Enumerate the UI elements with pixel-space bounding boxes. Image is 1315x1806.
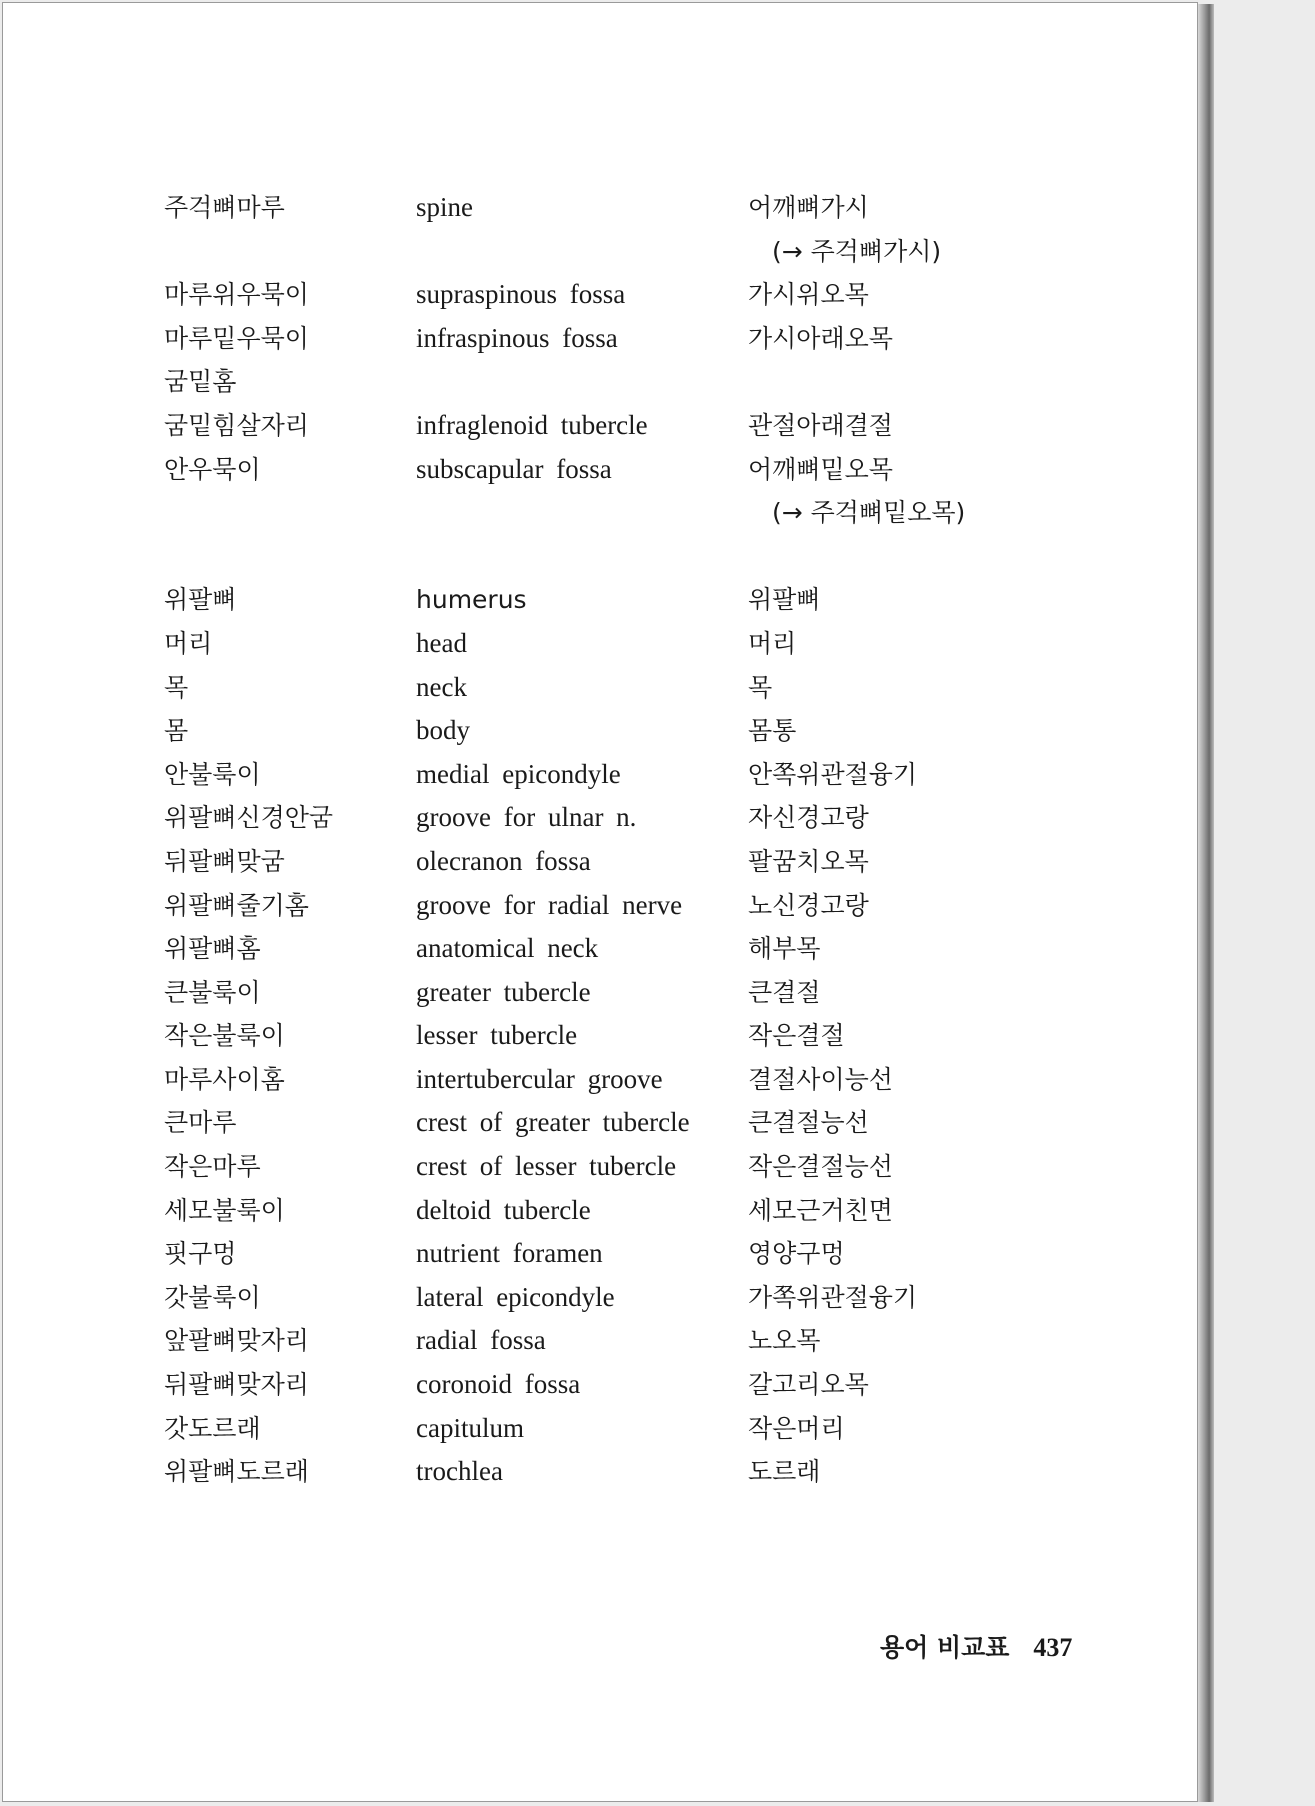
english-term: infraspinous fossa: [416, 322, 618, 353]
table-row: [164, 448, 1064, 492]
english-term: greater tubercle: [416, 976, 591, 1007]
english-term: intertubercular groove: [416, 1063, 663, 1094]
english-term: capitulum: [416, 1412, 524, 1443]
korean-old-term: 갓불룩이: [164, 1282, 261, 1312]
korean-old-term: 위팔뼈: [164, 585, 237, 615]
korean-new-term: 관절아래결절: [748, 410, 893, 440]
korean-new-term: 가시아래오목: [748, 323, 893, 353]
table-row: [164, 840, 1064, 884]
korean-new-term: 해부목: [748, 934, 821, 964]
english-term: groove for ulnar n.: [416, 802, 637, 833]
korean-old-term: 뒤팔뼈맞자리: [164, 1370, 309, 1400]
english-term: trochlea: [416, 1456, 503, 1487]
korean-old-term: 핏구멍: [164, 1239, 237, 1269]
korean-old-term: 목: [164, 672, 189, 702]
korean-new-term: 큰결절: [748, 977, 821, 1007]
table-row: [164, 1014, 1064, 1058]
page-footer: [880, 1628, 1072, 1664]
table-row: [164, 491, 1064, 535]
english-term: medial epicondyle: [416, 758, 621, 789]
korean-new-term: 위팔뼈: [748, 585, 821, 615]
korean-old-term: 몸: [164, 716, 189, 746]
korean-new-term: 자신경고랑: [748, 803, 869, 833]
korean-old-term: 뒤팔뼈맞굼: [164, 846, 285, 876]
table-row: [164, 1101, 1064, 1145]
english-term: lesser tubercle: [416, 1020, 578, 1051]
korean-old-term: 안우묵이: [164, 454, 261, 484]
table-row: [164, 709, 1064, 753]
table-row: [164, 1319, 1064, 1363]
korean-new-term: 결절사이능선: [748, 1064, 893, 1094]
korean-new-term: 도르래: [748, 1457, 821, 1487]
table-row: [164, 1189, 1064, 1233]
english-term: deltoid tubercle: [416, 1194, 591, 1225]
english-term: crest of lesser tubercle: [416, 1151, 677, 1182]
english-term: subscapular fossa: [416, 453, 612, 484]
korean-old-term: 주걱뼈마루: [164, 193, 285, 222]
table-row: [164, 186, 1064, 230]
korean-new-term-note: (→ 주걱뼈밑오목): [772, 498, 966, 528]
english-term: body: [416, 715, 470, 746]
korean-new-term: 팔꿈치오목: [748, 846, 869, 876]
korean-old-term: 갓도르래: [164, 1413, 261, 1443]
english-term: head: [416, 627, 467, 658]
table-row: [164, 404, 1064, 448]
table-row: [164, 273, 1064, 317]
english-term: radial fossa: [416, 1325, 546, 1356]
korean-old-term: 마루밑우묵이: [164, 323, 309, 353]
page-edge-shadow: [1198, 4, 1214, 1802]
korean-new-term-note: (→ 주걱뼈가시): [772, 236, 942, 266]
korean-new-term: 큰결절능선: [748, 1108, 869, 1138]
korean-new-term: 노신경고랑: [748, 890, 869, 920]
korean-old-term: 작은마루: [164, 1152, 261, 1182]
korean-new-term: 노오목: [748, 1326, 821, 1356]
korean-new-term: 어깨뼈가시: [748, 193, 869, 222]
table-row: [164, 1058, 1064, 1102]
term-comparison-table: [164, 186, 1064, 1494]
korean-old-term: 작은불룩이: [164, 1021, 285, 1051]
english-term: crest of greater tubercle: [416, 1107, 690, 1138]
english-term: coronoid fossa: [416, 1369, 581, 1400]
table-row: [164, 1450, 1064, 1494]
korean-new-term: 안쪽위관절융기: [748, 759, 918, 789]
korean-new-term: 세모근거친면: [748, 1195, 893, 1225]
english-term: lateral epicondyle: [416, 1281, 615, 1312]
korean-new-term: 영양구멍: [748, 1239, 845, 1269]
table-row: [164, 622, 1064, 666]
korean-new-term: 작은결절능선: [748, 1152, 893, 1182]
english-term: supraspinous fossa: [416, 279, 626, 310]
table-row: [164, 666, 1064, 710]
table-row: [164, 1363, 1064, 1407]
korean-old-term: 굼밑힘살자리: [164, 410, 309, 440]
korean-new-term: 목: [748, 672, 773, 702]
english-term: spine: [416, 192, 473, 222]
table-row: [164, 971, 1064, 1015]
korean-old-term: 위팔뼈신경안굼: [164, 803, 334, 833]
korean-old-term: 굼밑홈: [164, 367, 237, 397]
korean-old-term: 위팔뼈줄기홈: [164, 890, 309, 920]
korean-old-term: 앞팔뼈맞자리: [164, 1326, 309, 1356]
korean-new-term: 가시위오목: [748, 280, 869, 310]
english-term: anatomical neck: [416, 933, 599, 964]
korean-new-term: 머리: [748, 628, 797, 658]
running-footer-title: 용어 비교표: [880, 1633, 1010, 1662]
page-number: 437: [1033, 1633, 1073, 1662]
table-row: [164, 578, 1064, 622]
table-row: [164, 753, 1064, 797]
english-term: humerus: [416, 585, 527, 615]
table-row: [164, 360, 1064, 404]
table-row: [164, 230, 1064, 274]
korean-new-term: 갈고리오목: [748, 1370, 869, 1400]
table-row: [164, 796, 1064, 840]
korean-new-term: 작은결절: [748, 1021, 845, 1051]
korean-old-term: 위팔뼈홈: [164, 934, 261, 964]
english-term: infraglenoid tubercle: [416, 409, 648, 440]
english-term: nutrient foramen: [416, 1238, 603, 1269]
korean-old-term: 큰불룩이: [164, 977, 261, 1007]
korean-old-term: 세모불룩이: [164, 1195, 285, 1225]
korean-old-term: 마루사이홈: [164, 1064, 285, 1094]
korean-old-term: 위팔뼈도르래: [164, 1457, 309, 1487]
english-term: olecranon fossa: [416, 845, 591, 876]
table-row: [164, 1276, 1064, 1320]
korean-old-term: 안불룩이: [164, 759, 261, 789]
english-term: neck: [416, 671, 467, 702]
table-row: [164, 1145, 1064, 1189]
korean-old-term: 머리: [164, 628, 213, 658]
table-row: [164, 1407, 1064, 1451]
korean-new-term: 몸통: [748, 716, 797, 746]
table-row: [164, 317, 1064, 361]
table-row: [164, 1232, 1064, 1276]
table-row: [164, 927, 1064, 971]
korean-new-term: 작은머리: [748, 1413, 845, 1443]
korean-new-term: 가쪽위관절융기: [748, 1282, 918, 1312]
korean-old-term: 마루위우묵이: [164, 280, 309, 310]
korean-new-term: 어깨뼈밑오목: [748, 454, 893, 484]
korean-old-term: 큰마루: [164, 1108, 237, 1138]
english-term: groove for radial nerve: [416, 889, 683, 920]
table-row: [164, 884, 1064, 928]
